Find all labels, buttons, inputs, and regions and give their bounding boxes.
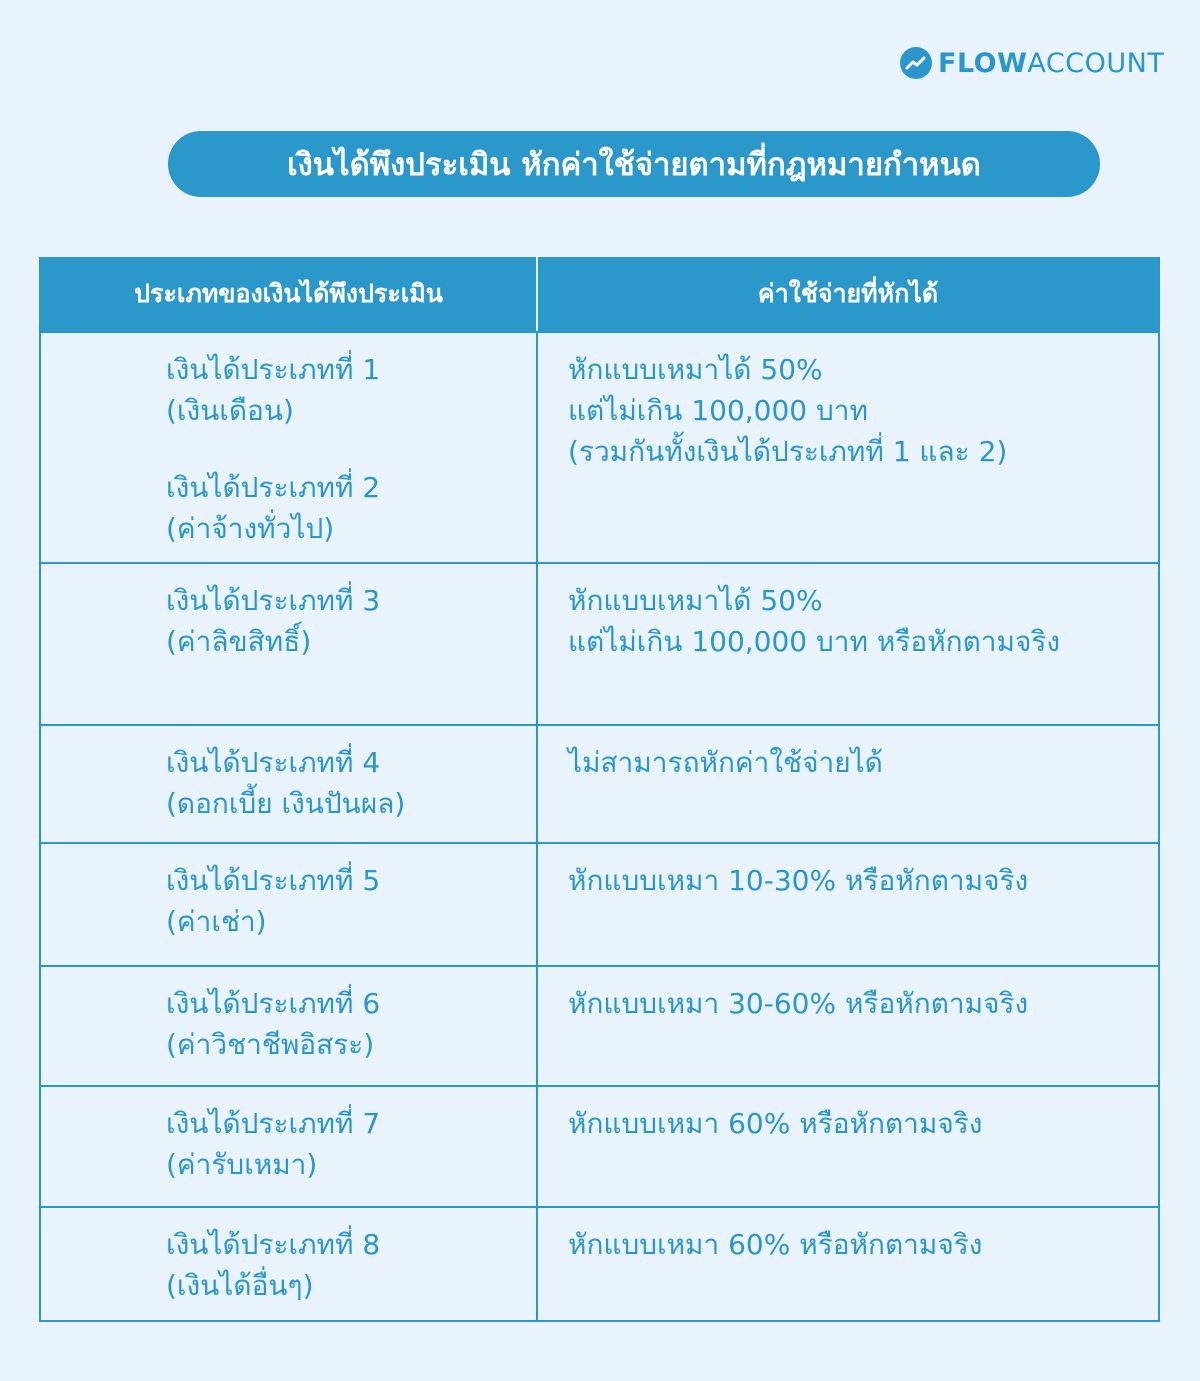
- page-title-text: เงินได้พึงประเมิน หักค่าใช้จ่ายตามที่กฎหมายกำหนด: [287, 147, 981, 183]
- income-type-cell: [41, 333, 538, 562]
- deduction-cell: [538, 564, 1158, 724]
- deduction-text: หักแบบเหมาได้ 50%: [568, 584, 823, 617]
- income-desc: (ดอกเบี้ย เงินปันผล): [166, 787, 406, 820]
- income-desc: (ค่าจ้างทั่วไป): [166, 512, 335, 545]
- deduction-text: หักแบบเหมาได้ 50%: [568, 353, 823, 386]
- income-desc: (เงินได้อื่นๆ): [166, 1269, 314, 1302]
- deduction-text: แต่ไม่เกิน 100,000 บาท หรือหักตามจริง: [568, 625, 1061, 658]
- income-type: เงินได้ประเภทที่ 3: [166, 584, 381, 617]
- table-row: [41, 724, 1158, 842]
- income-type: เงินได้ประเภทที่ 5: [166, 864, 381, 897]
- deduction-cell: [538, 333, 1158, 562]
- table-row: [41, 842, 1158, 965]
- deduction-text: หักแบบเหมา 60% หรือหักตามจริง: [568, 1107, 983, 1140]
- income-desc: (ค่าลิขสิทธิ์): [166, 625, 312, 658]
- table-row: [41, 331, 1158, 562]
- flowaccount-logo: [900, 46, 1164, 80]
- brand-name-light: ACCOUNT: [1027, 47, 1165, 79]
- deduction-text: แต่ไม่เกิน 100,000 บาท: [568, 394, 868, 427]
- deduction-text: หักแบบเหมา 10-30% หรือหักตามจริง: [568, 864, 1029, 897]
- table-row: [41, 1206, 1158, 1320]
- deduction-text: ไม่สามารถหักค่าใช้จ่ายได้: [568, 746, 883, 779]
- income-type: เงินได้ประเภทที่ 6: [166, 987, 381, 1020]
- deduction-cell: [538, 967, 1158, 1085]
- deduction-cell: [538, 726, 1158, 842]
- deduction-text: (รวมกันทั้งเงินได้ประเภทที่ 1 และ 2): [568, 435, 1008, 468]
- income-type: เงินได้ประเภทที่ 4: [166, 746, 381, 779]
- income-type: เงินได้ประเภทที่ 8: [166, 1228, 381, 1261]
- income-type-cell: [41, 967, 538, 1085]
- table-row: [41, 965, 1158, 1085]
- trend-up-icon: [900, 47, 932, 79]
- deduction-cell: [538, 1208, 1158, 1320]
- table-row: [41, 562, 1158, 724]
- income-type: เงินได้ประเภทที่ 7: [166, 1107, 381, 1140]
- income-type-cell: [41, 1208, 538, 1320]
- income-type-cell: [41, 726, 538, 842]
- deduction-table: [39, 257, 1160, 1322]
- deduction-cell: [538, 844, 1158, 965]
- income-type-cell: [41, 1087, 538, 1206]
- brand-name-bold: FLOW: [938, 47, 1028, 79]
- income-type-cell: [41, 844, 538, 965]
- brand-name: [938, 47, 1165, 79]
- income-desc: (ค่าวิชาชีพอิสระ): [166, 1028, 375, 1061]
- income-desc: (ค่าเช่า): [166, 905, 267, 938]
- income-type-cell: [41, 564, 538, 724]
- table-header: [41, 257, 1158, 331]
- header-income-type: ประเภทของเงินได้พึงประเมิน: [41, 257, 538, 331]
- header-deduction: ค่าใช้จ่ายที่หักได้: [757, 279, 939, 308]
- income-type: เงินได้ประเภทที่ 2: [166, 471, 381, 504]
- income-desc: (เงินเดือน): [166, 394, 294, 427]
- deduction-text: หักแบบเหมา 30-60% หรือหักตามจริง: [568, 987, 1029, 1020]
- income-type: เงินได้ประเภทที่ 1: [166, 353, 381, 386]
- page-title: [168, 131, 1100, 197]
- income-desc: (ค่ารับเหมา): [166, 1148, 318, 1181]
- table-row: [41, 1085, 1158, 1206]
- deduction-cell: [538, 1087, 1158, 1206]
- deduction-text: หักแบบเหมา 60% หรือหักตามจริง: [568, 1228, 983, 1261]
